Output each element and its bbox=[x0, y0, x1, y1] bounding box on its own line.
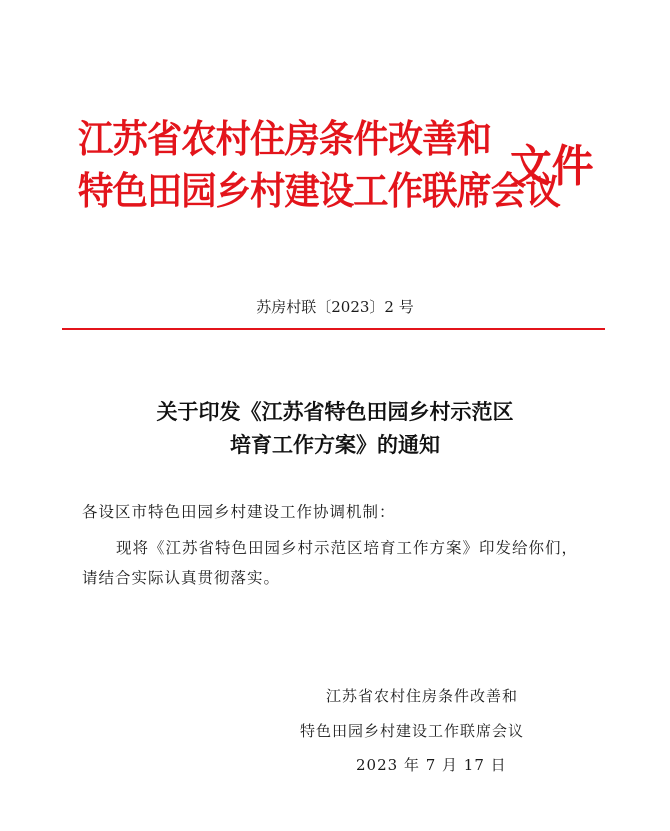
notice-title-line-1: 关于印发《江苏省特色田园乡村示范区 bbox=[156, 399, 514, 424]
red-letterhead bbox=[78, 108, 618, 228]
letterhead-org-line-2: 特色田园乡村建设工作联席会议 bbox=[78, 168, 560, 213]
letterhead-document-word: 文件 bbox=[510, 141, 594, 192]
notice-title-line-2: 培育工作方案》的通知 bbox=[230, 432, 440, 457]
signature-date: 2023 年 7 月 17 日 bbox=[356, 756, 507, 774]
body-paragraph-line-1: 现将《江苏省特色田园乡村示范区培育工作方案》印发给你们， bbox=[116, 539, 579, 557]
red-divider-line bbox=[62, 328, 605, 330]
notice-title bbox=[0, 395, 670, 461]
letterhead-org-line-1: 江苏省农村住房条件改善和 bbox=[78, 116, 491, 161]
body-paragraph-line-2: 请结合实际认真贯彻落实。 bbox=[82, 569, 281, 587]
salutation: 各设区市特色田园乡村建设工作协调机制： bbox=[82, 503, 396, 521]
document-number: 苏房村联〔2023〕2 号 bbox=[256, 298, 414, 316]
signature-org-line-1: 江苏省农村住房条件改善和 bbox=[326, 687, 519, 705]
signature-org-line-2: 特色田园乡村建设工作联席会议 bbox=[300, 722, 525, 740]
